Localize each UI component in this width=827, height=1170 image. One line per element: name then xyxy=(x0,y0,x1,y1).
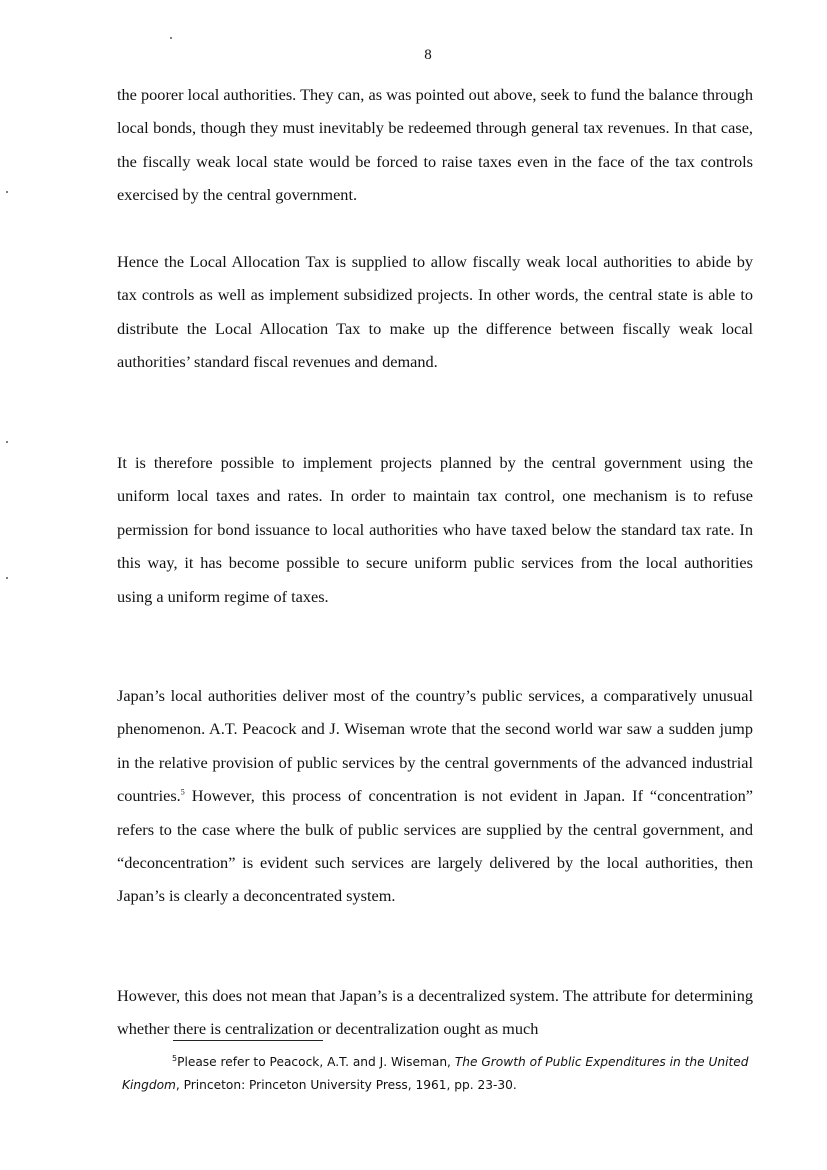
scan-speck xyxy=(6,577,8,579)
footnote xyxy=(122,1051,762,1097)
paragraph-2: Hence the Local Allocation Tax is supplied to allow fiscally weak local authorities to abide by tax controls as well as implement subsidized projects. In other words, the central state is able to distribute the Local Allocation Tax to make up the difference between fiscally weak local authorities’ standard fiscal revenues and demand. xyxy=(117,252,753,372)
paragraph-3: It is therefore possible to implement projects planned by the central government using the uniform local taxes and rates. In order to maintain tax control, one mechanism is to refuse permission for bond issuance to local authorities who have taxed below the standard tax rate. In this way, it has become possible to secure uniform public services from the local authorities using a uniform regime of taxes. xyxy=(117,453,753,606)
paragraph-4 xyxy=(117,679,753,913)
footnote-reference: 5 xyxy=(180,787,185,797)
paragraph-5: However, this does not mean that Japan’s is a decentralized system. The attribute for determining whether there is centralization or decentralization ought as much xyxy=(117,986,753,1039)
paragraph-4-before-note: Japan’s local authorities deliver most of the country’s public services, a comparatively unusual phenomenon. A.T. Peacock and J. Wiseman wrote that the second world war saw a sudden jump in the relative provision of public services by the central governments of the advanced industrial countries. xyxy=(117,686,753,806)
scan-speck xyxy=(6,441,8,443)
paragraph-1: the poorer local authorities. They can, as was pointed out above, seek to fund the balance through local bonds, though they must inevitably be redeemed through general tax revenues. In that case, the fiscally weak local state would be forced to raise taxes even in the face of the tax controls exercised by the central government. xyxy=(117,85,753,205)
scan-speck xyxy=(170,37,172,39)
paragraph-4-after-note: However, this process of concentration is not evident in Japan. If “concentration” refers to the case where the bulk of public services are supplied by the central government, and “deconcentration” is evident such services are largely delivered by the local authorities, then Japan’s is clearly a deconcentrated system. xyxy=(117,786,753,906)
footnote-text-before: Please refer to Peacock, A.T. and J. Wiseman, xyxy=(177,1055,455,1069)
page-number: 8 xyxy=(424,47,432,63)
footnote-book-title: The Growth of Public Expenditures in the United Kingdom xyxy=(122,1055,749,1092)
footnote-mark: 5 xyxy=(172,1053,178,1063)
scan-speck xyxy=(6,191,8,193)
footnote-text-after: , Princeton: Princeton University Press, 1961, pp. 23-30. xyxy=(175,1078,517,1092)
footnote-separator xyxy=(173,1040,323,1041)
